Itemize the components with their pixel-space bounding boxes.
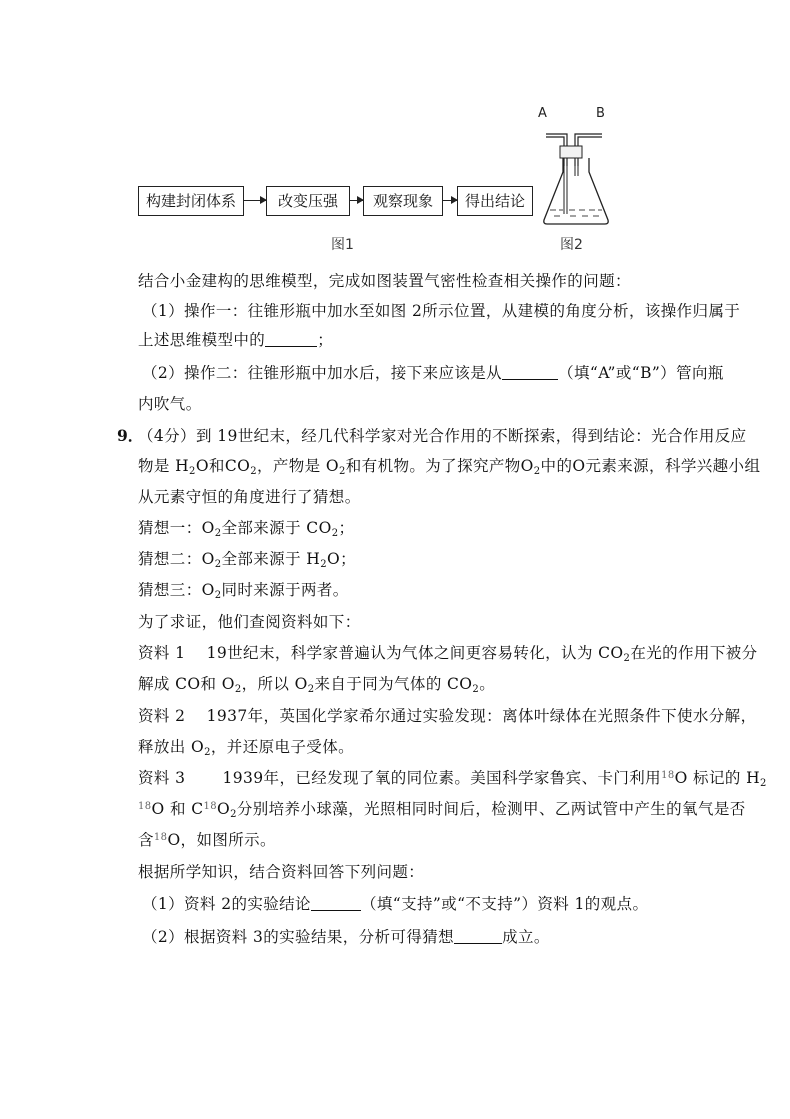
flow-arrow: [350, 200, 363, 201]
reference-1-line2: 解成 CO和 $O_2$，所以 $O_2$来自于同为气体的 $CO_2$。: [138, 675, 496, 695]
flask-drawing: [532, 126, 622, 246]
figure-2-flask: [532, 104, 622, 254]
guess-1: 猜想一：$O_2$全部来源于 $CO_2$；: [138, 519, 355, 539]
flow-step-conclude: 得出结论: [457, 186, 533, 216]
q8-intro: 结合小金建构的思维模型，完成如图装置气密性检查相关操作的问题：: [138, 272, 631, 290]
tube-label-a: A: [538, 106, 547, 121]
tube-label-b: B: [596, 106, 605, 121]
answer-blank[interactable]: [311, 894, 361, 911]
reference-3-line2: $^{18}$O 和 $C^{18}O_2$分别培养小球藻，光照相同时间后，检测甲、乙两试管中产生的氧气是否: [138, 800, 746, 820]
flow-arrow: [443, 200, 457, 201]
flow-step-change-pressure: 改变压强: [266, 186, 350, 216]
q8-part1-line2: 上述思维模型中的 ；: [138, 331, 334, 349]
answer-intro: 根据所学知识，结合资料回答下列问题：: [138, 863, 425, 881]
q9-part1: （1）资料 2的实验结论 （填“支持”或“不支持”）资料 1的观点。: [142, 895, 649, 913]
answer-blank[interactable]: [454, 927, 502, 944]
reference-1-line1: 资料 1 19世纪末，科学家普遍认为气体之间更容易转化，认为 $CO_2$在光的作用下被分: [138, 644, 758, 664]
q8-part1-line1: （1）操作一：往锥形瓶中加水至如图 2所示位置，从建模的角度分析，该操作归属于: [142, 302, 741, 320]
q9-line3: 从元素守恒的角度进行了猜想。: [138, 488, 361, 506]
q9-number: 9．: [117, 426, 144, 445]
reference-3-line1: 资料 3 1939年，已经发现了氧的同位素。美国科学家鲁宾、卡门利用$^{18}$O 标记的 $H_2$: [138, 769, 767, 789]
q9-line2: 物是 $H_2O$和$CO_2$，产物是 $O_2$和有机物。为了探究产物$O_2$中的O元素来源，科学兴趣小组: [138, 457, 761, 477]
flow-step-build-system: 构建封闭体系: [138, 186, 244, 216]
answer-blank[interactable]: [502, 363, 558, 380]
flow-arrow: [244, 200, 266, 201]
reference-3-line3: 含$^{18}$O，如图所示。: [138, 831, 276, 849]
reference-2-line2: 释放出 $O_2$，并还原电子受体。: [138, 738, 355, 758]
q9-line1: （4分）到 19世纪末，经几代科学家对光合作用的不断探索，得到结论：光合作用反应: [138, 427, 747, 445]
q8-part2-line2: 内吹气。: [138, 395, 202, 413]
q9-part2: （2）根据资料 3的实验结果，分析可得猜想 成立。: [142, 928, 550, 946]
figure-1-caption: 图1: [331, 237, 354, 253]
research-intro: 为了求证，他们查阅资料如下：: [138, 613, 361, 631]
q8-part2-line1: （2）操作二：往锥形瓶中加水后，接下来应该是从 （填“A”或“B”）管向瓶: [142, 364, 724, 382]
guess-2: 猜想二：$O_2$全部来源于 $H_2O$；: [138, 550, 357, 570]
flow-step-observe: 观察现象: [363, 186, 443, 216]
reference-2-line1: 资料 2 1937年，英国化学家希尔通过实验发现：离体叶绿体在光照条件下使水分解，: [138, 707, 757, 725]
answer-blank[interactable]: [265, 330, 317, 347]
guess-3: 猜想三：$O_2$同时来源于两者。: [138, 581, 349, 601]
figure-2-caption: 图2: [560, 237, 583, 253]
